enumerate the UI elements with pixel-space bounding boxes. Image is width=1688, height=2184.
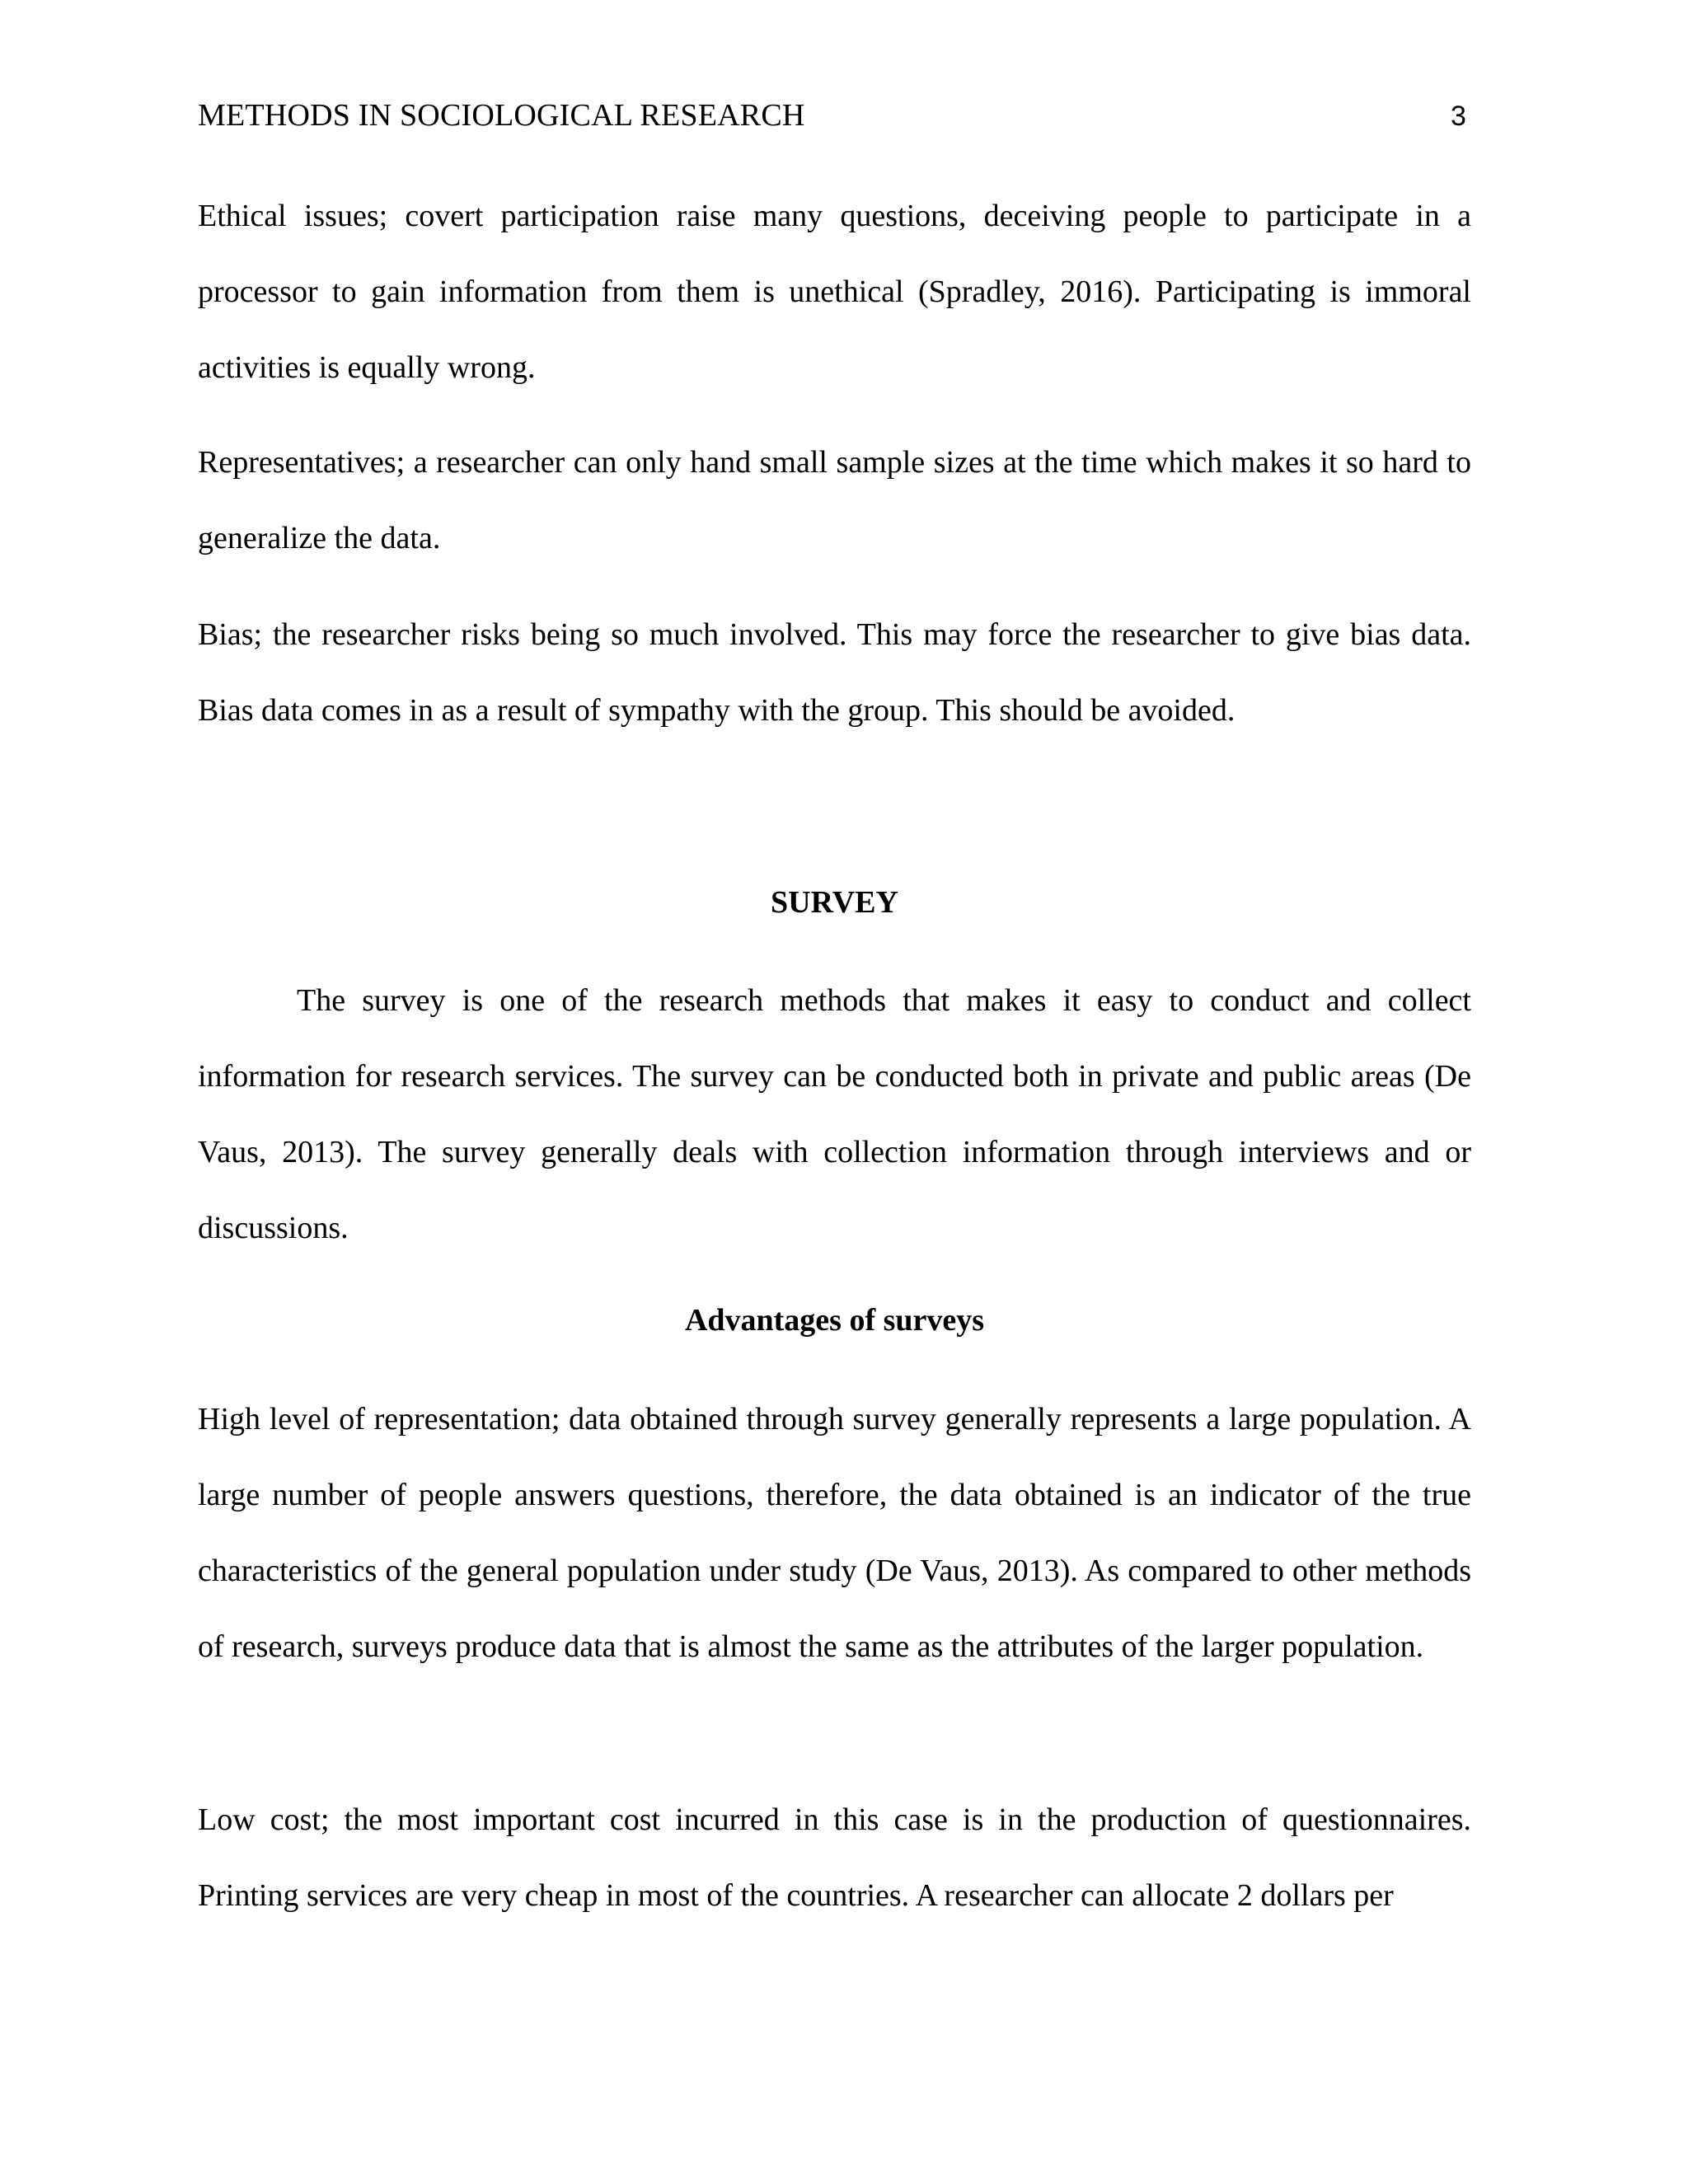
paragraph-ethical-issues: Ethical issues; covert participation raise many questions, deceiving people to participate in a processor to gain information from them is unethical (Spradley, 2016). Participating is immoral activities is equally wrong.	[198, 199, 1471, 385]
paragraph-bias: Bias; the researcher risks being so much involved. This may force the researcher to give bias data. Bias data comes in as a result of sympathy with the group. This should be avoided.	[198, 617, 1471, 728]
page-number: 3	[1451, 101, 1466, 132]
paragraph-low-cost: Low cost; the most important cost incurred in this case is in the production of questionnaires. Printing services are very cheap in most of the countries. A researcher can allocate 2 dollars per	[198, 1802, 1471, 1913]
paragraph-survey-intro: The survey is one of the research methods that makes it easy to conduct and collect information for research services. The survey can be conducted both in private and public areas (De Vaus, 2013). The survey generally deals with collection information through interviews and or discussions.	[198, 983, 1471, 1245]
paragraph-high-representation: High level of representation; data obtained through survey generally represents a large population. A large number of people answers questions, therefore, the data obtained is an indicator of the true characteristics of the general population under study (De Vaus, 2013). As compared to other methods of research, surveys produce data that is almost the same as the attributes of the larger population.	[198, 1402, 1471, 1664]
running-head: METHODS IN SOCIOLOGICAL RESEARCH	[198, 98, 805, 133]
heading-advantages-of-surveys: Advantages of surveys	[684, 1303, 985, 1338]
heading-survey: SURVEY	[771, 885, 898, 920]
paragraph-representatives: Representatives; a researcher can only hand small sample sizes at the time which makes it so hard to generalize the data.	[198, 445, 1471, 555]
